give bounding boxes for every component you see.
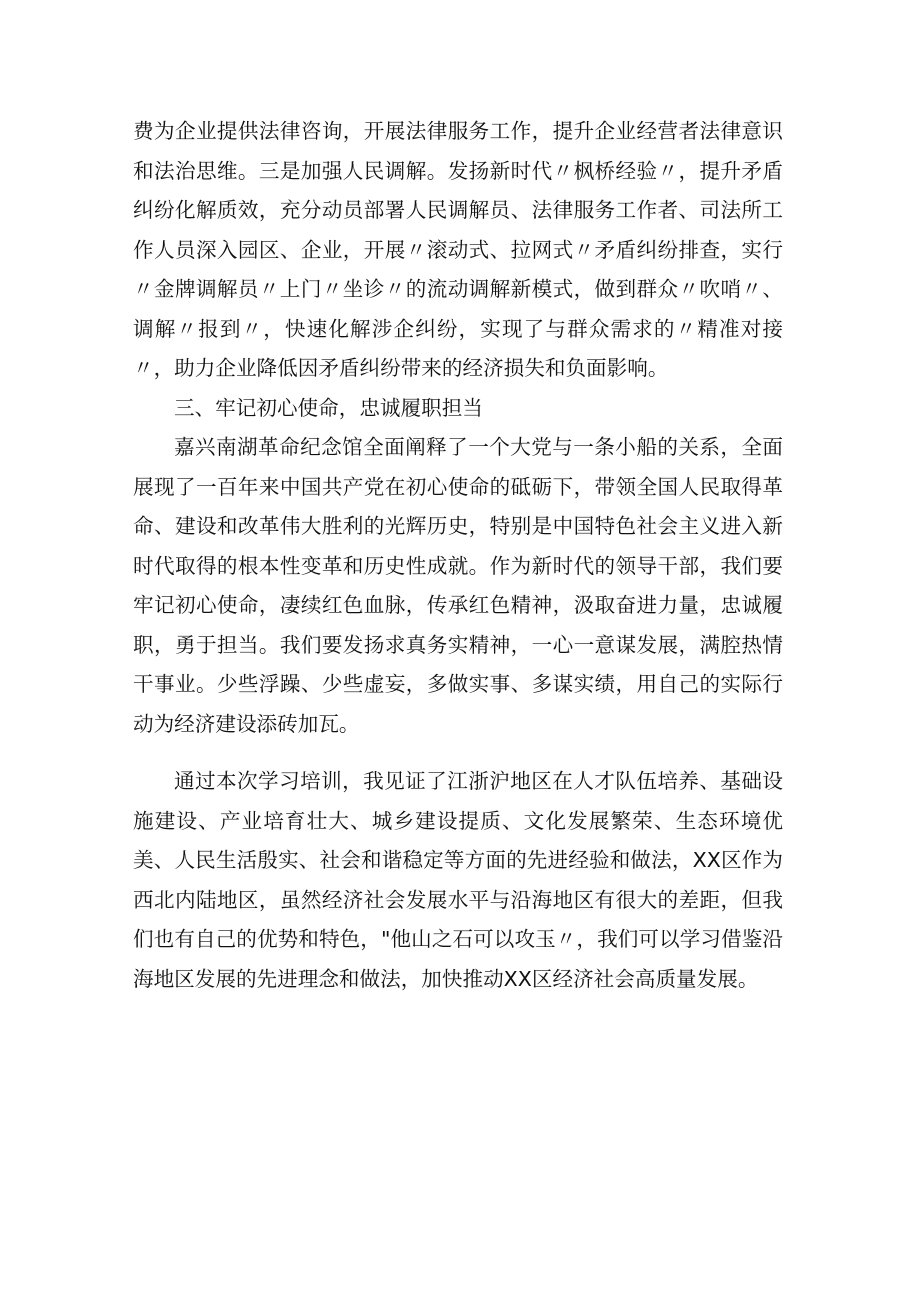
paragraph-training-summary: 通过本次学习培训，我见证了江浙沪地区在人才队伍培养、基础设施建设、产业培育壮大、城乡建设提质、文化发展繁荣、生态环境优美、人民生活殷实、社会和谐稳定等方面的先进经验和做法，XX区作为西北内陆地区，虽然经济社会发展水平与沿海地区有很大的差距，但我们也有自己的优势和特色，"他山之石可以攻玉〃，我们可以学习借鉴沿海地区发展的先进理念和做法，加快推动XX区经济社会高质量发展。 xyxy=(133,769,783,991)
document-body xyxy=(133,112,783,999)
paragraph-nanhu-memorial: 嘉兴南湖革命纪念馆全面阐释了一个大党与一条小船的关系，全面展现了一百年来中国共产党在初心使命的砥砺下，带领全国人民取得革命、建设和改革伟大胜利的光辉历史，特别是中国特色社会主义进入新时代取得的根本性变革和历史性成就。作为新时代的领导干部，我们要牢记初心使命，凄续红色血脉，传承红色精神，汲取奋进力量，忠诚履职，勇于担当。我们要发扬求真务实精神，一心一意谋发展，满腔热情干事业。少些浮躁、少些虚妄，多做实事、多谋实绩，用自己的实际行动为经济建设添砖加瓦。 xyxy=(133,435,783,736)
section-heading-three: 三、牢记初心使命，忠诚履职担当 xyxy=(174,395,483,420)
paragraph-continued-legal-services: 费为企业提供法律咨询，开展法律服务工作，提升企业经营者法律意识和法治思维。三是加强人民调解。发扬新时代〃枫桥经验〃，提升矛盾纠纷化解质效，充分动员部署人民调解员、法律服务工作者、司法所工作人员深入园区、企业，开展〃滚动式、拉网式〃矛盾纠纷排查，实行〃金牌调解员〃上门〃坐诊〃的流动调解新模式，做到群众〃吹哨〃、调解〃报到〃，快速化解涉企纠纷，实现了与群众需求的〃精准对接〃，助力企业降低因矛盾纠纷带来的经济损失和负面影响。 xyxy=(133,119,783,380)
